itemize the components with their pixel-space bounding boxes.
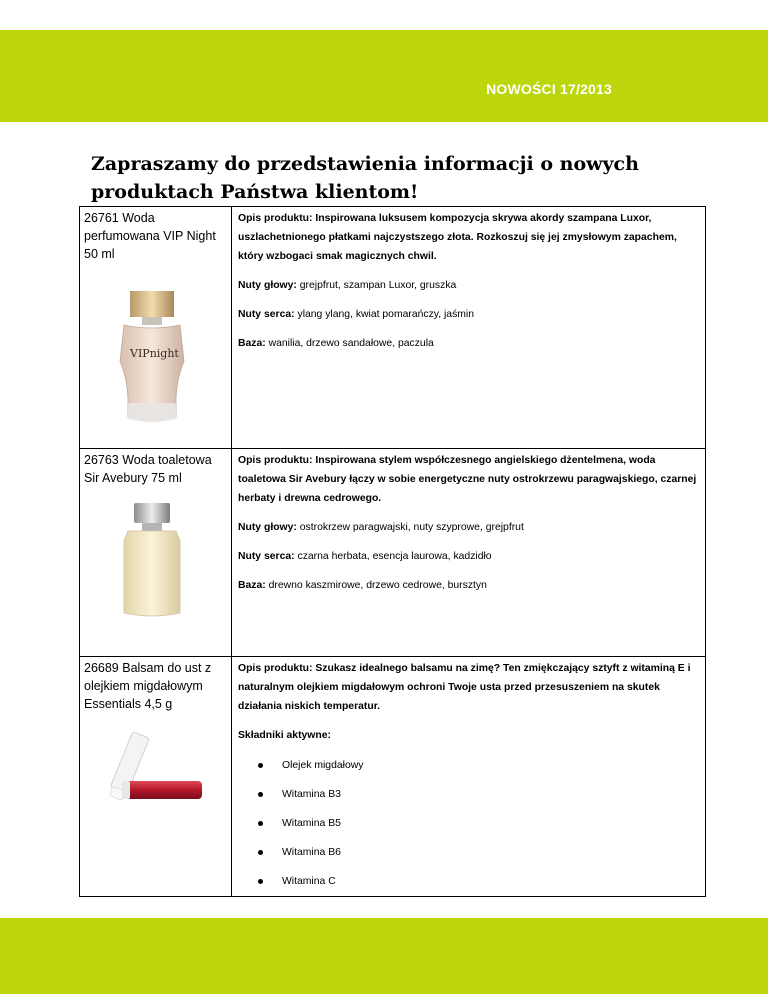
page-heading: Zapraszamy do przedstawienia informacji o nowych produktach Państwa klientom! — [91, 153, 639, 203]
perfume-bottle-image — [110, 291, 227, 432]
base-notes: Baza: drewno kaszmirowe, drzewo cedrowe, bursztyn — [238, 580, 487, 591]
list-item: Witamina C — [238, 867, 699, 896]
product-cell-right — [232, 449, 706, 657]
footer-band — [0, 918, 768, 994]
product-cell-left — [80, 207, 232, 449]
product-row — [80, 449, 706, 657]
product-cell-right — [232, 207, 706, 449]
list-item: Witamina B6 — [238, 838, 699, 867]
product-name: 26761 Woda perfumowana VIP Night 50 ml — [84, 211, 216, 261]
product-description: Opis produktu: Inspirowana luksusem kompozycja skrywa akordy szampana Luxor, uszlachetnionego płatkami najczystszego złota. Rozkoszuj się jej zmysłowym zapachem, który wzbogaci smak magicznych chwil. — [238, 213, 677, 262]
product-description: Opis produktu: Inspirowana stylem współczesnego angielskiego dżentelmena, woda toaletowa Sir Avebury łączy w sobie energetyczne nuty ostrokrzewu paragwajskiego, czarnej herbaty i drewna cedrowego. — [238, 455, 697, 504]
product-name: 26689 Balsam do ust z olejkiem migdałowym Essentials 4,5 g — [84, 661, 212, 711]
product-cell-left — [80, 449, 232, 657]
products-table — [79, 206, 706, 897]
active-ingredients-list — [238, 751, 699, 896]
product-cell-right — [232, 657, 706, 897]
active-ingredients-title: Składniki aktywne: — [238, 730, 331, 741]
base-notes: Baza: wanilia, drzewo sandałowe, paczula — [238, 338, 434, 349]
heart-notes: Nuty serca: czarna herbata, esencja laurowa, kadzidło — [238, 551, 492, 562]
product-row — [80, 207, 706, 449]
toilet-water-bottle-image — [122, 503, 227, 624]
heart-notes: Nuty serca: ylang ylang, kwiat pomarańczy, jaśmin — [238, 309, 475, 320]
product-name: 26763 Woda toaletowa Sir Avebury 75 ml — [84, 453, 212, 485]
list-item: Witamina B3 — [238, 780, 699, 809]
lip-balm-image — [108, 725, 227, 810]
product-description: Opis produktu: Szukasz idealnego balsamu na zimę? Ten zmiękczający sztyft z witaminą E i naturalnym olejkiem migdałowym ochroni Twoje usta przed przesuszeniem na skutek działania niskich temperatur. — [238, 663, 691, 712]
list-item: Olejek migdałowy — [238, 751, 699, 780]
product-cell-left — [80, 657, 232, 897]
list-item: Witamina B5 — [238, 809, 699, 838]
issue-title: NOWOŚCI 17/2013 — [486, 81, 612, 97]
product-row — [80, 657, 706, 897]
top-notes: Nuty głowy: ostrokrzew paragwajski, nuty szyprowe, grejpfrut — [238, 522, 524, 533]
top-notes: Nuty głowy: grejpfrut, szampan Luxor, gruszka — [238, 280, 457, 291]
header-band — [0, 30, 768, 122]
bottle-label: VIPnight — [130, 347, 179, 360]
